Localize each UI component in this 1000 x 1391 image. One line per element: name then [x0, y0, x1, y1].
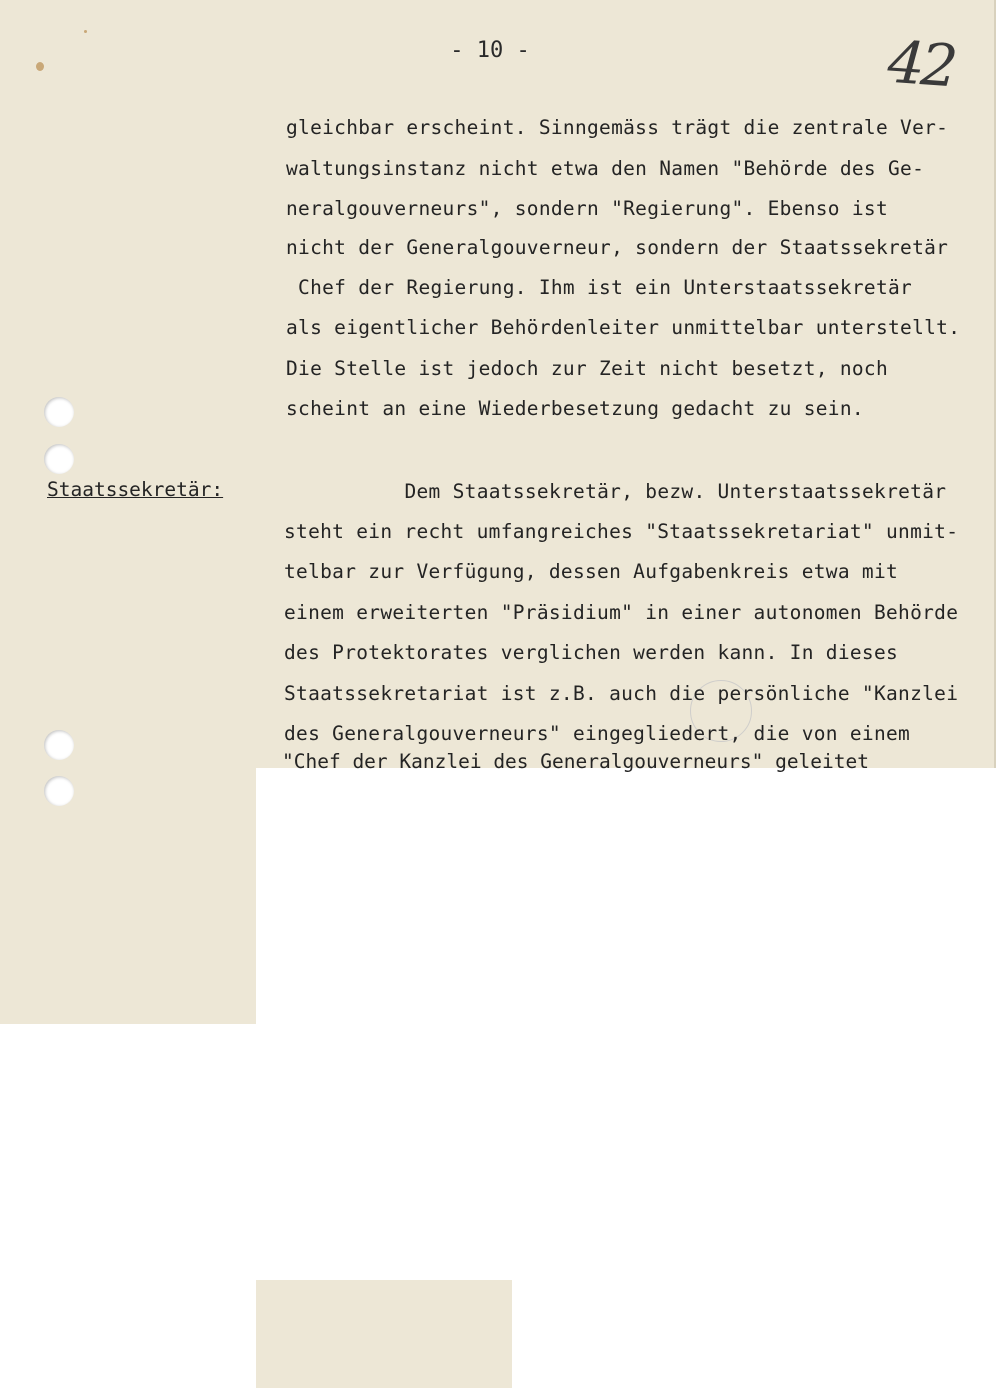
cut-off-text: "Chef der Kanzlei des Generalgouverneurs" geleitet	[282, 750, 869, 773]
stain-mark	[84, 30, 87, 33]
handwritten-folio-number: 42	[885, 27, 957, 101]
text-line: einem erweiterten "Präsidium" in einer autonomen Behörde	[284, 601, 959, 624]
text-line: waltungsinstanz nicht etwa den Namen "Behörde des Ge-	[286, 157, 925, 180]
text-line: des Protektorates verglichen werden kann. In dieses	[284, 641, 899, 664]
text-line: neralgouverneurs", sondern "Regierung". Ebenso ist	[286, 197, 888, 220]
punch-hole	[44, 444, 74, 474]
paper-sheet-bottom-fragment	[256, 1280, 512, 1388]
text-line: Staatssekretariat ist z.B. auch die persönliche "Kanzlei	[284, 682, 959, 705]
cut-off-text-line	[282, 750, 869, 773]
punch-hole	[44, 776, 74, 806]
text-line: Die Stelle ist jedoch zur Zeit nicht besetzt, noch	[286, 357, 888, 380]
margin-heading: Staatssekretär:	[47, 478, 224, 501]
punch-hole	[44, 730, 74, 760]
paper-edge	[994, 0, 996, 768]
text-line: Dem Staatssekretär, bezw. Unterstaatssekretär	[260, 480, 947, 503]
text-line: nicht der Generalgouverneur, sondern der Staatssekretär	[286, 236, 949, 259]
punch-hole	[44, 397, 74, 427]
text-line: gleichbar erscheint. Sinngemäss trägt die zentrale Ver-	[286, 116, 949, 139]
page-number: - 10 -	[450, 38, 530, 63]
text-line: steht ein recht umfangreiches "Staatssekretariat" unmit-	[284, 520, 959, 543]
text-line: Chef der Regierung. Ihm ist ein Unterstaatssekretär	[286, 276, 913, 299]
text-line: scheint an eine Wiederbesetzung gedacht zu sein.	[286, 397, 864, 420]
paper-sheet-left-strip	[0, 768, 256, 1024]
text-line: als eigentlicher Behördenleiter unmittelbar unterstellt.	[286, 316, 961, 339]
text-line: telbar zur Verfügung, dessen Aufgabenkreis etwa mit	[284, 560, 899, 583]
text-line: des Generalgouverneurs" eingegliedert, die von einem	[284, 722, 911, 745]
